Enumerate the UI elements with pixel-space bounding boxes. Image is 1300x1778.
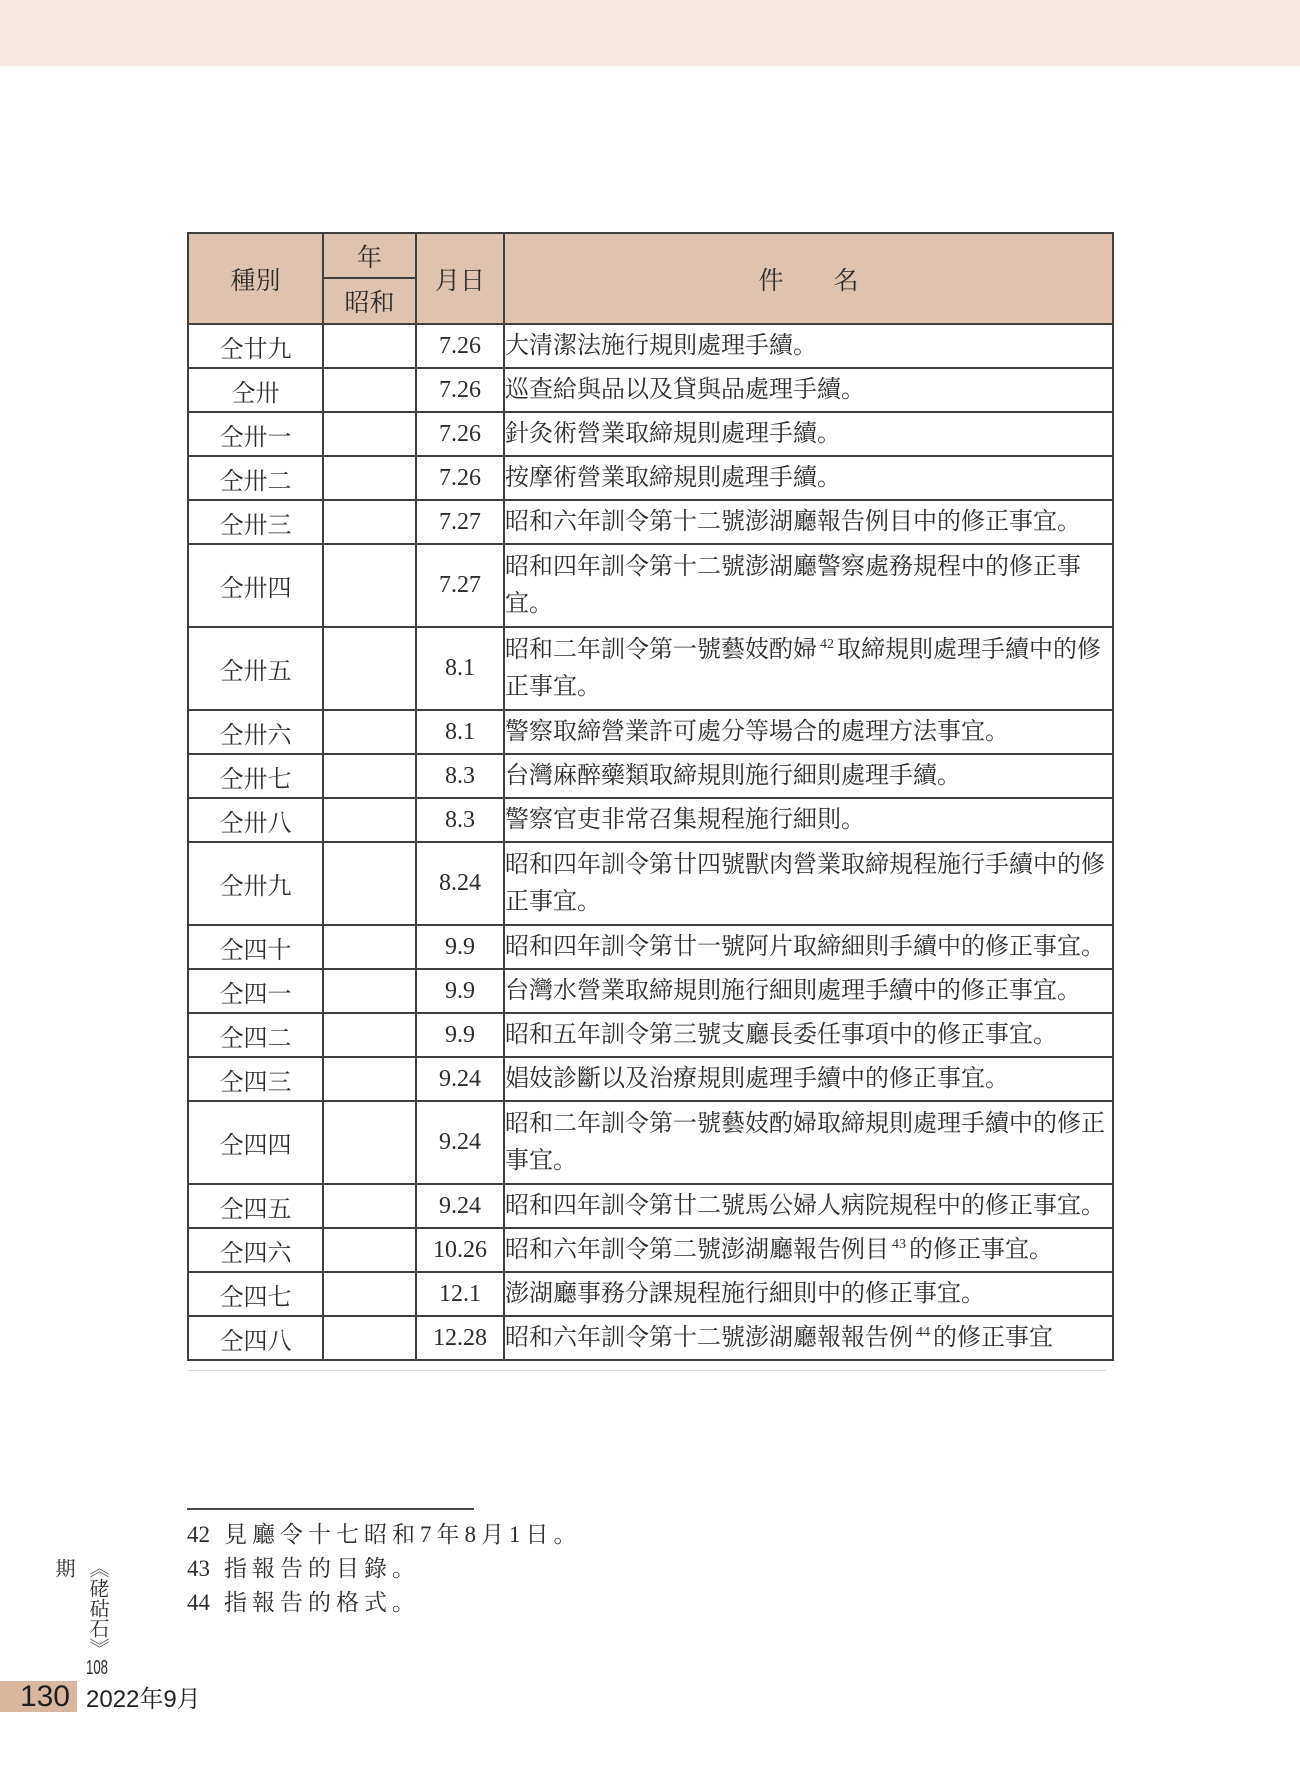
table-row <box>188 368 1113 412</box>
table-row <box>188 1057 1113 1101</box>
journal-issue-number: 108 <box>86 1658 108 1678</box>
row-type-cell: 仝四六 <box>188 1228 323 1272</box>
row-type-cell: 仝四一 <box>188 969 323 1013</box>
row-name-cell: 昭和四年訓令第廿四號獸肉營業取締規程施行手續中的修正事宜。 <box>504 842 1113 925</box>
footnote-ref: 43 <box>892 1236 906 1252</box>
row-name-cell: 昭和六年訓令第二號澎湖廳報告例目 $^{43}$ 的修正事宜。 <box>504 1228 1113 1272</box>
row-name-cell: 大清潔法施行規則處理手續。 <box>504 324 1113 368</box>
table-row <box>188 925 1113 969</box>
table-row <box>188 1101 1113 1184</box>
row-date-cell: 8.3 <box>416 754 504 798</box>
row-name-cell: 按摩術營業取締規則處理手續。 <box>504 456 1113 500</box>
row-type-cell: 仝卅二 <box>188 456 323 500</box>
row-name-cell: 昭和二年訓令第一號藝妓酌婦取締規則處理手續中的修正事宜。 <box>504 1101 1113 1184</box>
footnotes-block <box>187 1518 787 1620</box>
row-type-cell: 仝卅四 <box>188 544 323 627</box>
row-name-cell: 台灣麻醉藥類取締規則施行細則處理手續。 <box>504 754 1113 798</box>
row-name-cell: 昭和四年訓令第廿一號阿片取締細則手續中的修正事宜。 <box>504 925 1113 969</box>
regulations-table <box>187 232 1114 1361</box>
table-row <box>188 969 1113 1013</box>
row-name-cell: 昭和六年訓令第十二號澎湖廳報告例目中的修正事宜。 <box>504 500 1113 544</box>
row-type-cell: 仝卅六 <box>188 710 323 754</box>
table-body <box>188 324 1113 1360</box>
row-year-cell <box>323 1272 416 1316</box>
row-type-cell: 仝卅 <box>188 368 323 412</box>
column-header-type: 種別 <box>188 233 323 324</box>
row-date-cell: 7.27 <box>416 500 504 544</box>
row-year-cell <box>323 1184 416 1228</box>
row-name-cell: 警察取締營業許可處分等場合的處理方法事宜。 <box>504 710 1113 754</box>
row-date-cell: 7.26 <box>416 456 504 500</box>
footnote-number: 42 <box>187 1522 210 1547</box>
row-year-cell <box>323 842 416 925</box>
footnote-text: 指報告的目錄。 <box>224 1556 420 1581</box>
row-type-cell: 仝卅五 <box>188 627 323 710</box>
table-row <box>188 412 1113 456</box>
table-row <box>188 798 1113 842</box>
row-name-cell: 昭和四年訓令第十二號澎湖廳警察處務規程中的修正事宜。 <box>504 544 1113 627</box>
table-row <box>188 544 1113 627</box>
column-header-name: 件 名 <box>504 233 1113 324</box>
journal-title-vertical <box>46 1558 114 1693</box>
row-year-cell <box>323 1057 416 1101</box>
row-date-cell: 9.9 <box>416 925 504 969</box>
top-decorative-band <box>0 0 1300 66</box>
row-date-cell: 7.26 <box>416 412 504 456</box>
row-year-cell <box>323 1101 416 1184</box>
row-date-cell: 7.27 <box>416 544 504 627</box>
row-year-cell <box>323 500 416 544</box>
row-name-cell: 昭和四年訓令第廿二號馬公婦人病院規程中的修正事宜。 <box>504 1184 1113 1228</box>
table-row <box>188 1272 1113 1316</box>
row-date-cell: 7.26 <box>416 324 504 368</box>
footer-date: 2022年9月 <box>86 1686 201 1713</box>
row-name-cell: 巡查給與品以及貸與品處理手續。 <box>504 368 1113 412</box>
row-date-cell: 12.1 <box>416 1272 504 1316</box>
row-year-cell <box>323 969 416 1013</box>
row-year-cell <box>323 1316 416 1360</box>
table-header <box>188 233 1113 324</box>
row-name-cell: 台灣水營業取締規則施行細則處理手續中的修正事宜。 <box>504 969 1113 1013</box>
row-date-cell: 9.9 <box>416 969 504 1013</box>
footnote-item <box>187 1518 787 1552</box>
row-year-cell <box>323 456 416 500</box>
table-row <box>188 627 1113 710</box>
row-name-cell: 針灸術營業取締規則處理手續。 <box>504 412 1113 456</box>
table-row <box>188 1228 1113 1272</box>
row-type-cell: 仝四三 <box>188 1057 323 1101</box>
table-row <box>188 456 1113 500</box>
journal-title: 《硓𥑮石》 <box>86 1558 108 1658</box>
row-name-cell: 昭和五年訓令第三號支廳長委任事項中的修正事宜。 <box>504 1013 1113 1057</box>
journal-issue-unit: 期 <box>52 1558 74 1578</box>
row-name-cell: 警察官吏非常召集規程施行細則。 <box>504 798 1113 842</box>
table-row <box>188 500 1113 544</box>
table-row <box>188 710 1113 754</box>
row-date-cell: 9.9 <box>416 1013 504 1057</box>
table-row <box>188 1184 1113 1228</box>
table-row <box>188 324 1113 368</box>
row-date-cell: 9.24 <box>416 1057 504 1101</box>
row-year-cell <box>323 925 416 969</box>
row-type-cell: 仝四七 <box>188 1272 323 1316</box>
footnote-separator-rule <box>187 1508 474 1510</box>
row-date-cell: 9.24 <box>416 1101 504 1184</box>
row-date-cell: 10.26 <box>416 1228 504 1272</box>
row-type-cell: 仝四二 <box>188 1013 323 1057</box>
row-date-cell: 8.1 <box>416 710 504 754</box>
row-year-cell <box>323 368 416 412</box>
row-type-cell: 仝四四 <box>188 1101 323 1184</box>
row-name-cell: 娼妓診斷以及治療規則處理手續中的修正事宜。 <box>504 1057 1113 1101</box>
row-name-cell: 澎湖廳事務分課規程施行細則中的修正事宜。 <box>504 1272 1113 1316</box>
footnote-text: 指報告的格式。 <box>224 1590 420 1615</box>
row-date-cell: 8.3 <box>416 798 504 842</box>
row-name-cell: 昭和六年訓令第十二號澎湖廳報報告例 $^{44}$ 的修正事宜 <box>504 1316 1113 1360</box>
row-year-cell <box>323 412 416 456</box>
page-number-badge <box>0 1681 77 1712</box>
row-type-cell: 仝四五 <box>188 1184 323 1228</box>
table-shadow-line <box>188 1370 1106 1371</box>
page-number: 130 <box>19 1680 70 1713</box>
row-year-cell <box>323 324 416 368</box>
row-date-cell: 12.28 <box>416 1316 504 1360</box>
table-row <box>188 754 1113 798</box>
row-type-cell: 仝卅七 <box>188 754 323 798</box>
footnote-item <box>187 1552 787 1586</box>
row-type-cell: 仝廿九 <box>188 324 323 368</box>
row-date-cell: 8.24 <box>416 842 504 925</box>
column-header-year: 年 <box>323 233 416 278</box>
row-date-cell: 8.1 <box>416 627 504 710</box>
row-year-cell <box>323 798 416 842</box>
row-name-cell: 昭和二年訓令第一號藝妓酌婦 $^{42}$ 取締規則處理手續中的修正事宜。 <box>504 627 1113 710</box>
row-year-cell <box>323 544 416 627</box>
footnote-number: 43 <box>187 1556 210 1581</box>
row-type-cell: 仝卅一 <box>188 412 323 456</box>
footnote-ref: 44 <box>916 1324 930 1340</box>
row-year-cell <box>323 627 416 710</box>
row-year-cell <box>323 1013 416 1057</box>
footnote-ref: 42 <box>820 636 834 652</box>
row-date-cell: 9.24 <box>416 1184 504 1228</box>
table-row <box>188 1316 1113 1360</box>
row-type-cell: 仝卅九 <box>188 842 323 925</box>
row-date-cell: 7.26 <box>416 368 504 412</box>
footnote-item <box>187 1586 787 1620</box>
footnote-number: 44 <box>187 1590 210 1615</box>
row-year-cell <box>323 1228 416 1272</box>
table-row <box>188 842 1113 925</box>
table-row <box>188 1013 1113 1057</box>
row-year-cell <box>323 754 416 798</box>
column-header-year-era: 昭和 <box>323 278 416 324</box>
column-header-date: 月日 <box>416 233 504 324</box>
row-year-cell <box>323 710 416 754</box>
row-type-cell: 仝卅八 <box>188 798 323 842</box>
row-type-cell: 仝四十 <box>188 925 323 969</box>
row-type-cell: 仝四八 <box>188 1316 323 1360</box>
row-type-cell: 仝卅三 <box>188 500 323 544</box>
footnote-text: 見廳令十七昭和7年8月1日。 <box>224 1522 582 1547</box>
